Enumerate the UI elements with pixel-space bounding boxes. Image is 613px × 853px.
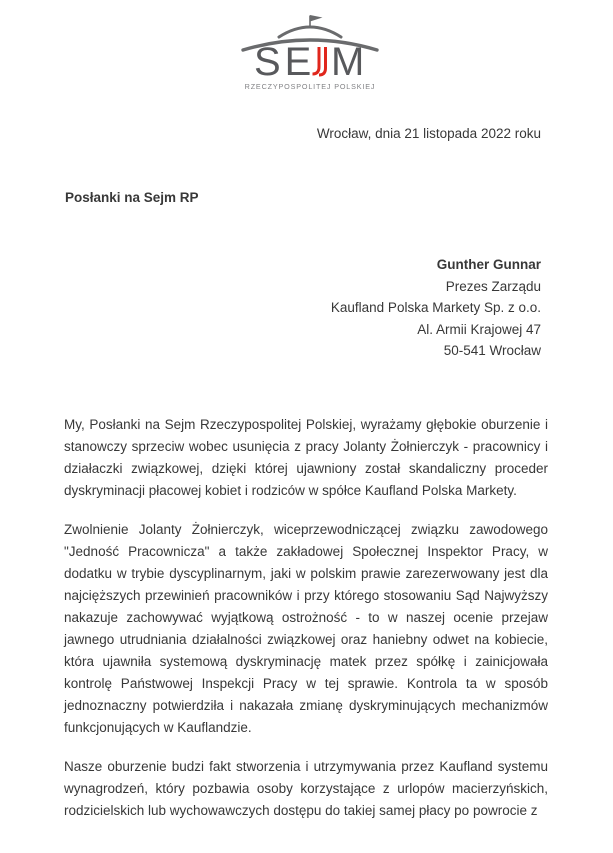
recipient-city: 50-541 Wrocław: [443, 343, 541, 358]
logo-tagline: RZECZYPOSPOLITEJ POLSKIEJ: [244, 82, 376, 91]
sejm-logo: [235, 13, 385, 95]
dateline: Wrocław, dnia 21 listopada 2022 roku: [316, 126, 541, 141]
logo-wordmark-se: SE: [254, 40, 316, 84]
paragraph-2: Zwolnienie Jolanty Żołnierczyk, wiceprzewodniczącej związku zawodowego "Jedność Pracownicza" a także zakładowej Społecznej Inspektor Pracy, w dodatku w trybie dyscyplinarnym, jaki w polskim prawie zarezerwowany jest dla najcięższych przewinień pracowników i przy którego stosowaniu Sąd Najwyższy nakazuje zachowywać wyjątkową ostrożność - to w naszej ocenie przejaw jawnego utrudniania działalności związkowej oraz haniebny odwet na kobiecie, która ujawniła systemową dyskryminację matek przez spółkę i zainicjowała kontrolę Państwowej Inspekcji Pracy w tej sprawie. Kontrola ta w sposób jednoznaczny potwierdziła i nakazała zmianę dyskryminujących mechanizmów funkcjonujących w Kauflandzie.: [64, 522, 548, 735]
recipient-title: Prezes Zarządu: [445, 278, 541, 294]
paragraph-3: Nasze oburzenie budzi fakt stworzenia i utrzymywania przez Kaufland systemu wynagrodzeń, który pozbawia osoby korzystające z urlopów macierzyńskich, rodzicielskich lub wychowawczych dostępu do takiej samej płacy po powrocie z: [64, 759, 548, 818]
flag-icon: [310, 15, 323, 22]
recipient-street: Al. Armii Krajowej 47: [417, 321, 541, 337]
recipient-company: Kaufland Polska Markety Sp. z o.o.: [330, 300, 541, 315]
sejm-dome-logo: [235, 13, 385, 95]
recipient-block: [331, 254, 541, 362]
paragraph-1: My, Posłanki na Sejm Rzeczypospolitej Polskiej, wyrażamy głębokie oburzenie i stanowczy sprzeciw wobec usunięcia z pracy Jolanty Żołnierczyk - pracownicy i działaczki związkowej, dzięki której ujawniony został skandaliczny proceder dyskryminacji płacowej kobiet i rodziców w spółce Kaufland Polska Markety.: [64, 417, 548, 498]
recipient-name: Gunther Gunnar: [436, 257, 541, 272]
logo-wordmark-m: M: [331, 40, 365, 84]
letter-body: [64, 414, 548, 839]
dome-inner-arc: [279, 27, 341, 37]
sender-heading: Posłanki na Sejm RP: [65, 190, 199, 205]
